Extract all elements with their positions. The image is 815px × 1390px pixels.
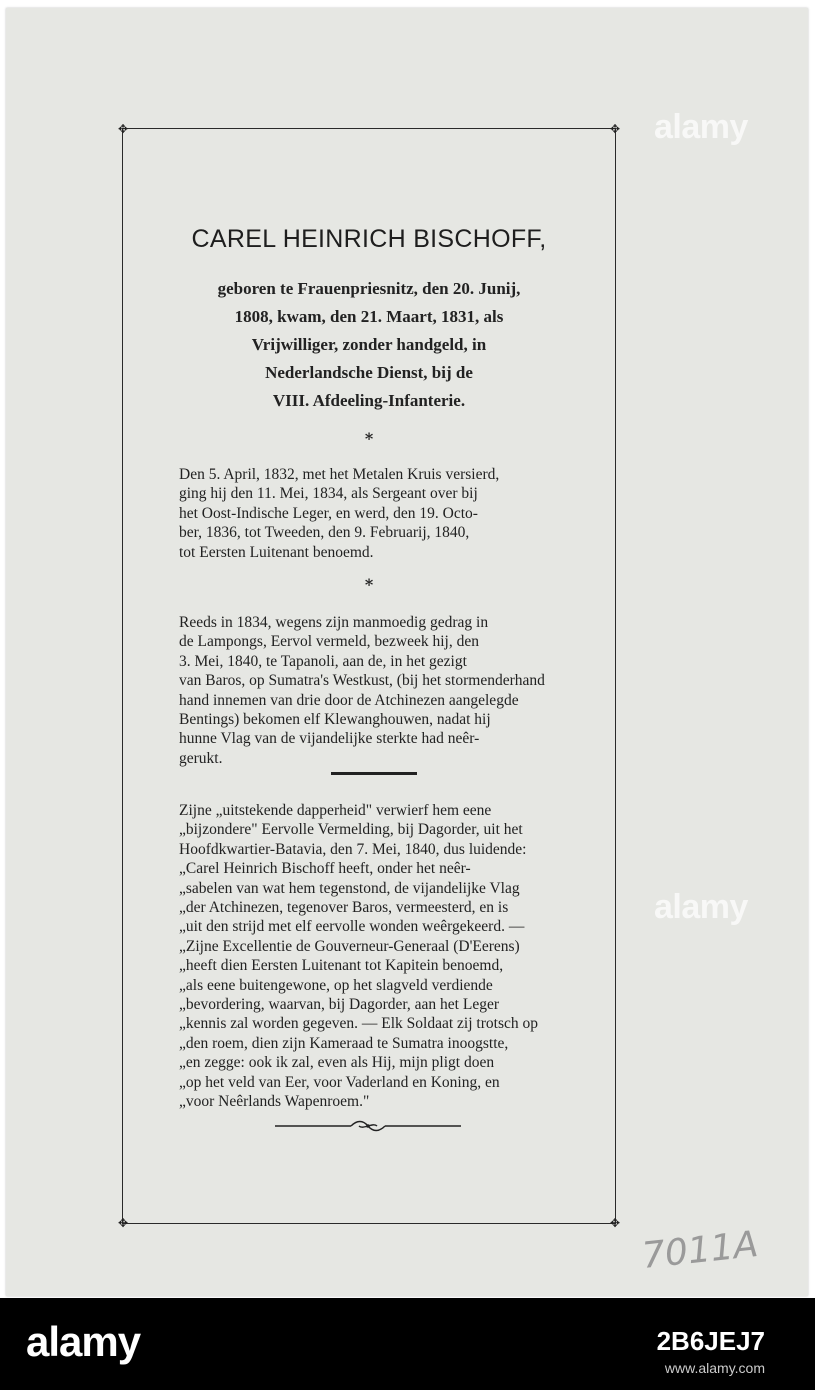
text-line: „heeft dien Eersten Luitenant tot Kapitein benoemd, <box>179 957 504 975</box>
intro-line: Vrijwilliger, zonder handgeld, in <box>251 335 487 354</box>
text-line: „voor Neêrlands Wapenroem." <box>179 1093 370 1111</box>
flourish-ornament-icon <box>273 1119 463 1133</box>
handwritten-catalog-number: 7011A <box>640 1224 761 1277</box>
text-line: „Zijne Excellentie de Gouverneur-Generaal (D'Eerens) <box>179 937 520 955</box>
text-line: Hoofdkwartier-Batavia, den 7. Mei, 1840, dus luidende: <box>179 840 527 858</box>
text-line: „bevordering, waarvan, bij Dagorder, aan het Leger <box>179 996 499 1014</box>
text-line: „sabelen van wat hem tegenstond, de vijandelijke Vlag <box>179 879 520 897</box>
intro-line: VIII. Afdeeling-Infanterie. <box>272 391 466 410</box>
text-line: „en zegge: ook ik zal, even als Hij, mijn pligt doen <box>179 1054 495 1072</box>
text-line: 3. Mei, 1840, te Tapanoli, aan de, in het gezigt <box>179 652 467 670</box>
paper-sheet <box>6 8 808 1296</box>
brand-logo: alamy <box>26 1318 141 1365</box>
text-line: Reeds in 1834, wegens zijn manmoedig gedrag in <box>179 614 489 631</box>
corner-ornament-icon: ✥ <box>117 122 129 136</box>
corner-ornament-icon: ✥ <box>117 1216 129 1230</box>
intro-line: Nederlandsche Dienst, bij de <box>265 363 473 382</box>
text-line: ging hij den 11. Mei, 1834, als Sergeant over bij <box>179 485 478 503</box>
paragraph-order-of-the-day <box>179 801 575 1112</box>
corner-ornament-icon: ✥ <box>609 1216 621 1230</box>
text-line: Den 5. April, 1832, met het Metalen Kruis versierd, <box>179 466 500 483</box>
watermark: alamy <box>654 888 748 926</box>
text-line: het Oost-Indische Leger, en werd, den 19. Octo- <box>179 504 478 522</box>
site-url[interactable]: www.alamy.com <box>664 1360 765 1376</box>
text-line: hunne Vlag van de vijandelijke sterkte had neêr- <box>179 730 480 748</box>
watermark: alamy <box>654 108 748 146</box>
text-line: „bijzondere" Eervolle Vermelding, bij Dagorder, uit het <box>179 821 523 839</box>
text-line: „kennis zal worden gegeven. — Elk Soldaat zij trotsch op <box>179 1015 538 1033</box>
text-line: Zijne „uitstekende dapperheid" verwierf hem eene <box>179 802 492 819</box>
paragraph-promotion <box>179 465 575 562</box>
text-line: ber, 1836, tot Tweeden, den 9. Februarij, 1840, <box>179 524 470 542</box>
text-line: „op het veld van Eer, voor Vaderland en Koning, en <box>179 1073 500 1091</box>
corner-ornament-icon: ✥ <box>609 122 621 136</box>
text-line: tot Eersten Luitenant benoemd. <box>179 543 374 561</box>
text-line: „uit den strijd met elf eervolle wonden weêrgekeerd. — <box>179 918 525 936</box>
intro-line: 1808, kwam, den 21. Maart, 1831, als <box>234 307 504 326</box>
asterisk-separator: * <box>364 429 374 448</box>
text-line: gerukt. <box>179 749 223 767</box>
intro-text <box>165 275 573 415</box>
text-line: „den roem, dien zijn Kameraad te Sumatra inoogstte, <box>179 1034 509 1052</box>
text-line: „Carel Heinrich Bischoff heeft, onder het neêr- <box>179 860 471 878</box>
asterisk-separator: * <box>364 575 374 594</box>
paragraph-battle <box>179 613 575 768</box>
image-id: 2B6JEJ7 <box>656 1326 765 1356</box>
intro-line: geboren te Frauenpriesnitz, den 20. Junij, <box>217 279 521 298</box>
text-line: „als eene buitengewone, op het slagveld verdiende <box>179 976 493 994</box>
text-line: hand innemen van drie door de Atchinezen aangelegde <box>179 691 519 709</box>
divider-rule <box>331 772 417 775</box>
document-title: CAREL HEINRICH BISCHOFF, <box>191 225 547 253</box>
stock-footer-bar <box>0 1298 815 1390</box>
text-line: de Lampongs, Eervol vermeld, bezweek hij, den <box>179 633 479 651</box>
document-frame <box>117 122 621 1230</box>
text-line: „der Atchinezen, tegenover Baros, vermeesterd, en is <box>179 899 509 917</box>
text-line: Bentings) bekomen elf Klewanghouwen, nadat hij <box>179 711 491 729</box>
text-line: van Baros, op Sumatra's Westkust, (bij het stormenderhand <box>179 672 545 690</box>
